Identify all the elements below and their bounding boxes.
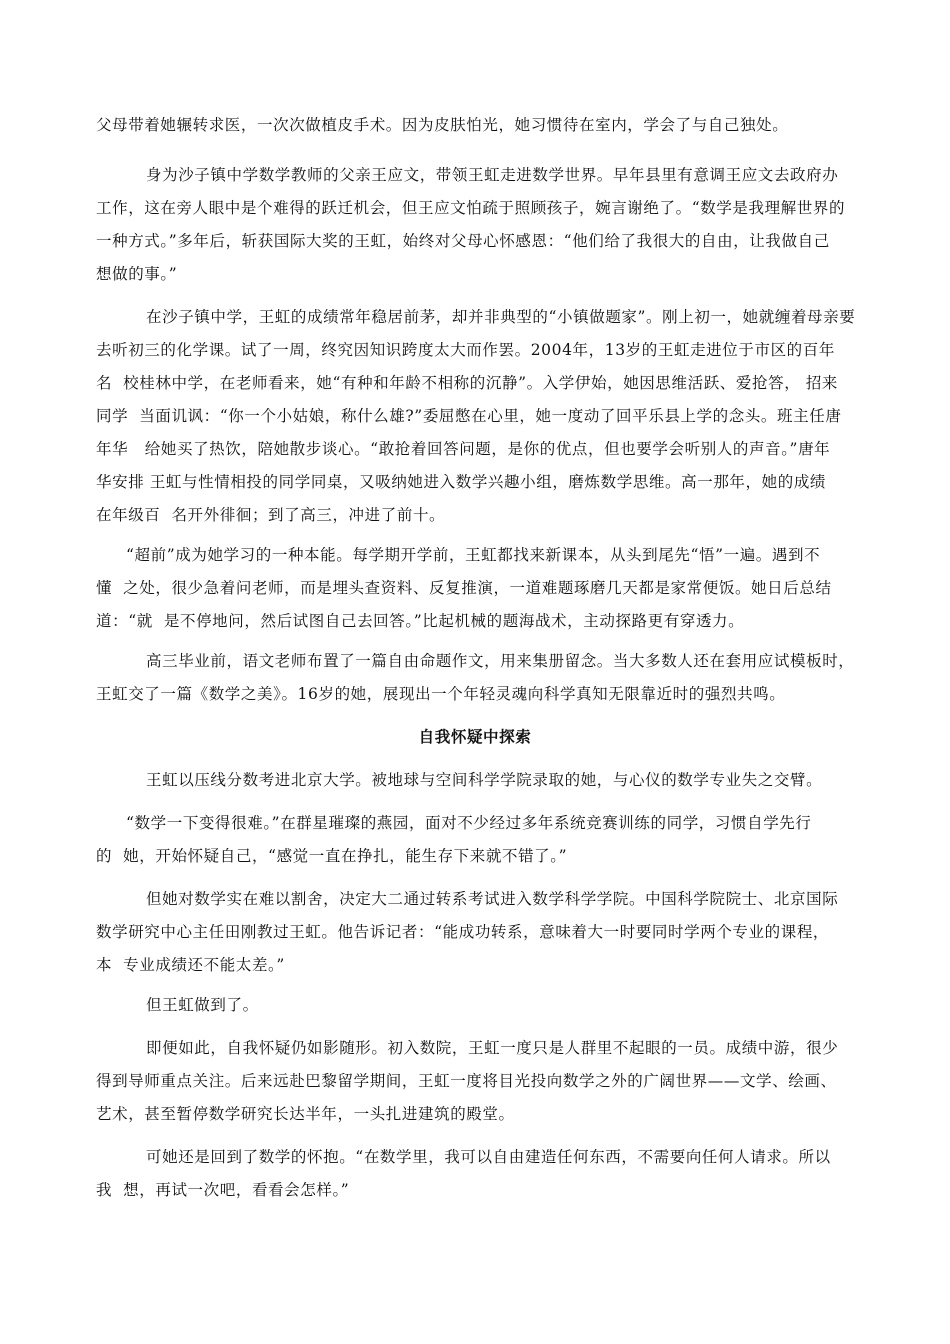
text-line: 的 她，开始怀疑自己，“感觉一直在挣扎，能生存下来就不错了。” bbox=[96, 847, 568, 865]
text-line: 去听初三的化学课。试了一周，终究因知识跨度太大而作罢。2004年，13岁的王虹走进位于市区的百年 bbox=[96, 341, 835, 359]
text-line: “超前”成为她学习的一种本能。每学期开学前，王虹都找来新课本，从头到尾先“悟”一遍。遇到不 bbox=[126, 546, 821, 564]
section-heading: 自我怀疑中探索 bbox=[418, 727, 532, 746]
text-line: 名 校桂林中学，在老师看来，她“有种和年龄不相称的沉静”。入学伊始，她因思维活跃、爱抢答， 招来 bbox=[96, 374, 839, 392]
text-line: 艺术，甚至暂停数学研究长达半年，一头扎进建筑的殿堂。 bbox=[96, 1105, 515, 1123]
text-line: 懂 之处，很少急着问老师，而是埋头查资料、反复推演，一道难题琢磨几天都是家常便饭。她日后总结 bbox=[96, 579, 832, 597]
text-line: 即便如此，自我怀疑仍如影随形。初入数院，王虹一度只是人群里不起眼的一员。成绩中游，很少 bbox=[146, 1039, 839, 1057]
text-line: 一种方式。”多年后，斩获国际大奖的王虹，始终对父母心怀感恩：“他们给了我很大的自由，让我做自己 bbox=[96, 232, 830, 250]
text-line: 父母带着她辗转求医，一次次做植皮手术。因为皮肤怕光，她习惯待在室内，学会了与自己独处。 bbox=[96, 116, 789, 134]
text-line: 王虹交了一篇《数学之美》。16岁的她，展现出一个年轻灵魂向科学真知无限靠近时的强烈共鸣。 bbox=[96, 685, 786, 703]
text-line: 王虹以压线分数考进北京大学。被地球与空间科学学院录取的她，与心仪的数学专业失之交臂。 bbox=[146, 771, 823, 789]
text-line: 工作，这在旁人眼中是个难得的跃迁机会，但王应文怕疏于照顾孩子，婉言谢绝了。“数学是我理解世界的 bbox=[96, 199, 846, 217]
text-line: 身为沙子镇中学数学教师的父亲王应文，带领王虹走进数学世界。早年县里有意调王应文去政府办 bbox=[146, 166, 839, 184]
text-line: 年华 给她买了热饮，陪她散步谈心。“敢抢着回答问题，是你的优点，但也要学会听别人的声音。”唐年 bbox=[96, 440, 831, 458]
text-line: 本 专业成绩还不能太差。” bbox=[96, 956, 285, 974]
text-line: 道：“就 是不停地问，然后试图自己去回答。”比起机械的题海战术，主动探路更有穿透力。 bbox=[96, 612, 745, 630]
text-line: “数学一下变得很难。”在群星璀璨的燕园，面对不少经过多年系统竞赛训练的同学，习惯自学先行 bbox=[126, 814, 812, 832]
text-line: 可她还是回到了数学的怀抱。“在数学里，我可以自由建造任何东西，不需要向任何人请求。所以 bbox=[146, 1148, 831, 1166]
text-line: 华安排 王虹与性情相投的同学同桌，又吸纳她进入数学兴趣小组，磨炼数学思维。高一那年，她的成绩 bbox=[96, 473, 827, 491]
text-line: 但她对数学实在难以割舍，决定大二通过转系考试进入数学科学学院。中国科学院院士、北京国际 bbox=[146, 890, 839, 908]
text-line: 在沙子镇中学，王虹的成绩常年稳居前茅，却并非典型的“小镇做题家”。刚上初一，她就缠着母亲要 bbox=[146, 308, 856, 326]
text-line: 但王虹做到了。 bbox=[146, 996, 259, 1014]
text-line: 数学研究中心主任田刚教过王虹。他告诉记者：“能成功转系，意味着大一时要同时学两个专业的课程， bbox=[96, 923, 830, 941]
text-line: 我 想，再试一次吧，看看会怎样。” bbox=[96, 1181, 350, 1199]
text-line: 得到导师重点关注。后来远赴巴黎留学期间，王虹一度将目光投向数学之外的广阔世界——文学、绘画、 bbox=[96, 1072, 837, 1090]
text-line: 高三毕业前，语文老师布置了一篇自由命题作文，用来集册留念。当大多数人还在套用应试模板时， bbox=[146, 652, 855, 670]
text-line: 同学 当面讥讽：“你一个小姑娘，称什么雄?”委屈憋在心里，她一度动了回平乐县上学的念头。班主任唐 bbox=[96, 407, 842, 425]
text-line: 在年级百 名开外徘徊；到了高三，冲进了前十。 bbox=[96, 506, 446, 524]
text-line: 想做的事。” bbox=[96, 265, 178, 283]
